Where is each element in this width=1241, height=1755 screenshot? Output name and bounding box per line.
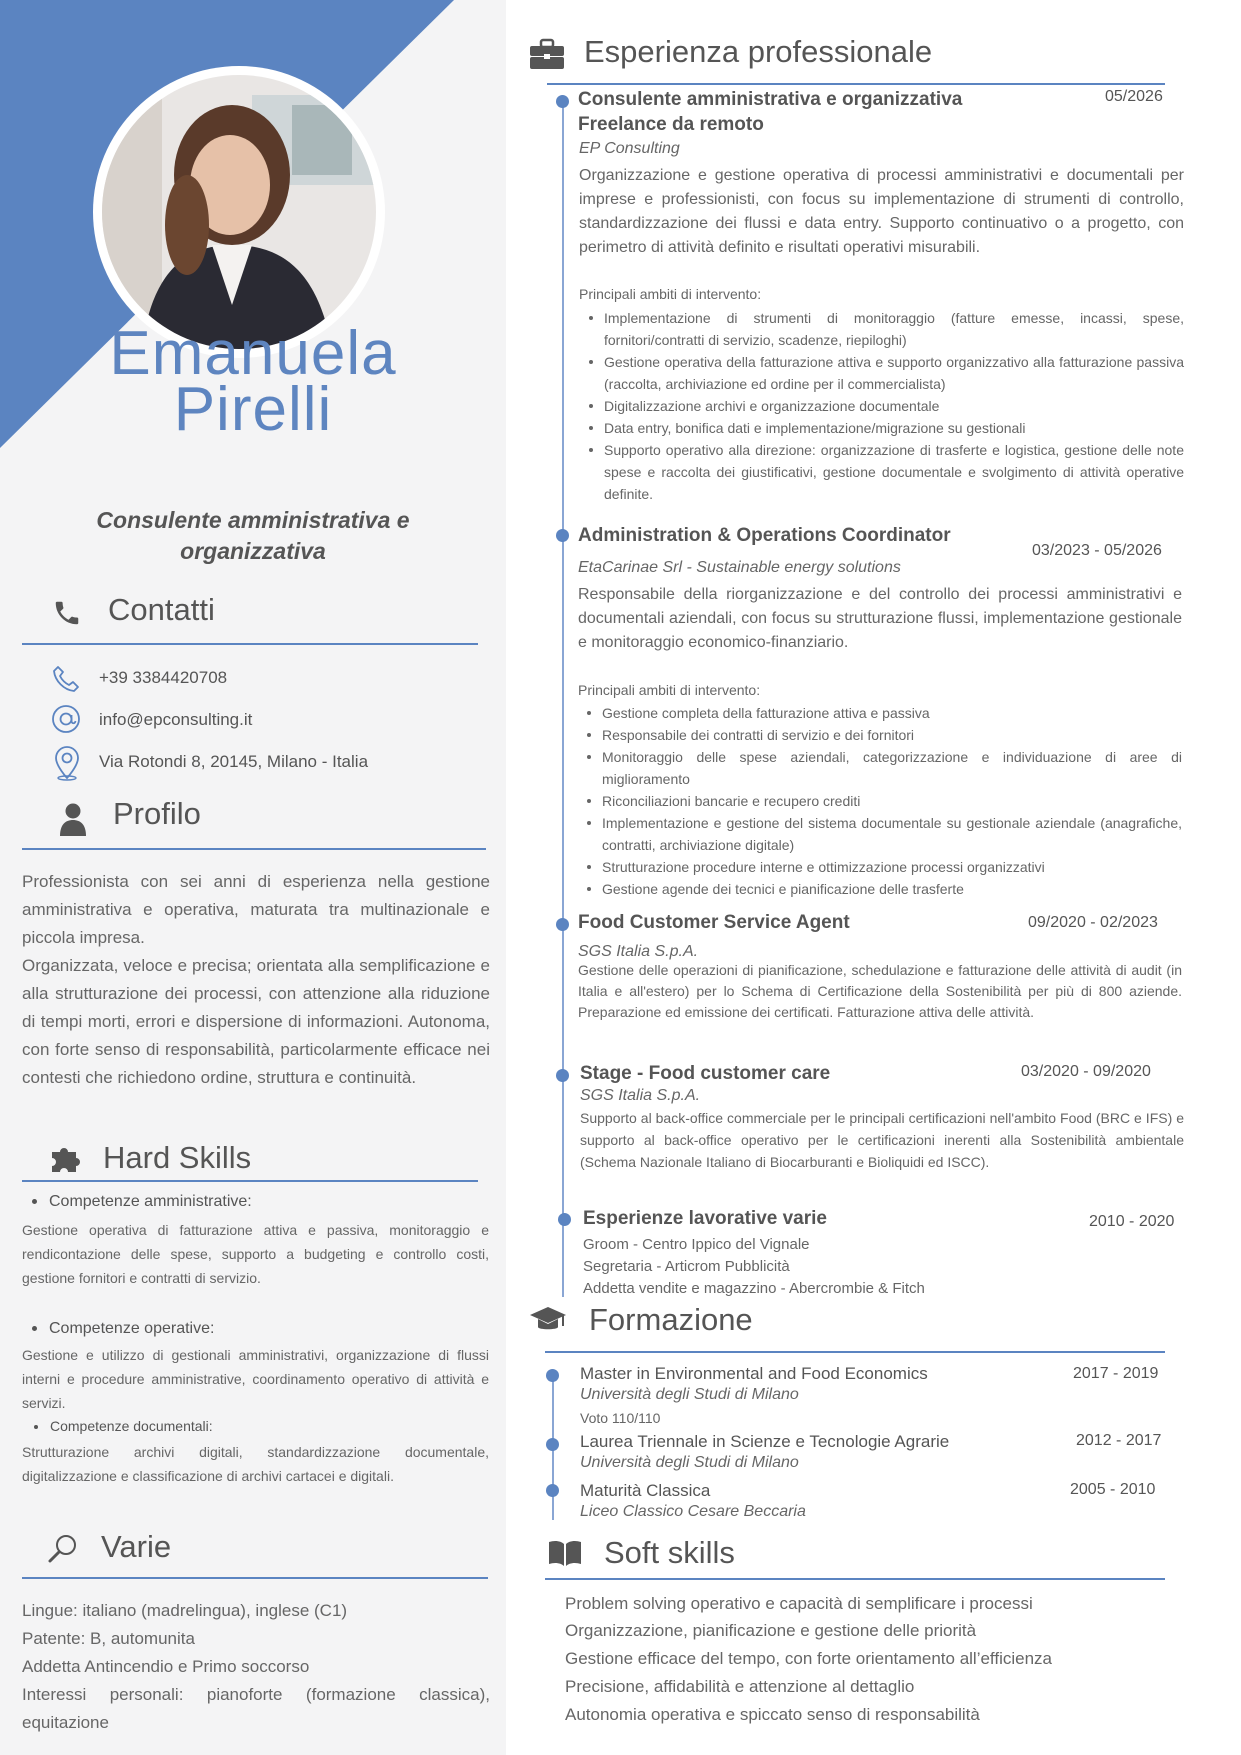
job-title: Esperienze lavorative varie: [583, 1208, 827, 1229]
list-item: Digitalizzazione archivi e organizzazione documentale: [580, 395, 1184, 417]
varie-heading: Varie: [101, 1529, 172, 1564]
location-pin-icon: [52, 745, 82, 781]
list-item: Supporto operativo alla direzione: organizzazione di trasferte e logistica, gestione delle note spese e raccolta dei giustificativi, gestione documentale e svolgimento di attività operative definite.: [580, 439, 1184, 505]
education-heading: Formazione: [589, 1302, 753, 1337]
job-description: Gestione delle operazioni di pianificazione, schedulazione e fatturazione delle attività di audit (in Italia e all'estero) per lo Schema di Certificazione della Sostenibilità per più di 800 aziende. Preparazione ed emissione dei certificati. Fatturazione attiva delle attività.: [578, 962, 1182, 1020]
job-company: SGS Italia S.p.A.: [580, 1087, 701, 1104]
education-date: 2012 - 2017: [1076, 1432, 1162, 1449]
at-icon: [50, 703, 82, 735]
job-bullets-intro: Principali ambiti di intervento:: [578, 682, 761, 698]
job-title: Food Customer Service Agent: [578, 912, 850, 933]
list-item: Gestione agende dei tecnici e pianificazione delle trasferte: [578, 878, 1182, 900]
puzzle-icon: [48, 1144, 84, 1174]
experience-divider: [547, 83, 1165, 85]
job-title: Administration & Operations Coordinator: [578, 525, 951, 546]
education-title: Master in Environmental and Food Economics: [580, 1364, 928, 1383]
soft-skill-item: Autonomia operativa e spiccato senso di responsabilità: [565, 1705, 980, 1724]
briefcase-icon: [529, 38, 565, 70]
magnifier-icon: [46, 1532, 80, 1566]
first-name: Emanuela: [109, 319, 397, 388]
list-item: Gestione completa della fatturazione attiva e passiva: [578, 702, 1182, 724]
job-date: 03/2023 - 05/2026: [1032, 542, 1162, 559]
education-school: Liceo Classico Cesare Beccaria: [580, 1503, 806, 1520]
email-address[interactable]: info@epconsulting.it: [99, 710, 253, 729]
graduation-cap-icon: [529, 1305, 567, 1335]
timeline-dot: [556, 1069, 569, 1082]
address: Via Rotondi 8, 20145, Milano - Italia: [99, 752, 369, 771]
job-line: Groom - Centro Ippico del Vignale: [583, 1236, 810, 1253]
job-bullet-list: [580, 307, 1184, 505]
profile-paragraph: Organizzata, veloce e precisa; orientata alla semplificazione e alla strutturazione dei processi, con attenzione alla riduzione di tempi morti, errori e dispersione di informazioni. Autonoma, con forte senso di responsabilità, particolarmente efficace nei contesti che richiedono ordine, struttura e continuità.: [22, 956, 490, 1087]
skill-category: Competenze amministrative:: [32, 1193, 252, 1211]
phone-handset-icon: [50, 663, 82, 695]
profile-photo: [93, 66, 385, 358]
job-company: SGS Italia S.p.A.: [578, 943, 699, 960]
job-bullet-list: [578, 702, 1182, 900]
timeline-dot: [558, 1213, 571, 1226]
list-item: Data entry, bonifica dati e implementazione/migrazione su gestionali: [580, 417, 1184, 439]
contacts-heading: Contatti: [108, 592, 215, 627]
job-bullets-intro: Principali ambiti di intervento:: [579, 286, 762, 302]
soft-skills-divider: [545, 1578, 1165, 1580]
skill-description: Gestione e utilizzo di gestionali amministrativi, organizzazione di flussi interni e procedure amministrative, coordinamento operativo di attività e servizi.: [22, 1347, 489, 1411]
user-icon: [58, 802, 88, 836]
soft-skill-item: Gestione efficace del tempo, con forte orientamento all’efficienza: [565, 1649, 1052, 1668]
profile-divider: [22, 848, 486, 850]
education-date: 2005 - 2010: [1070, 1481, 1156, 1498]
job-company: EP Consulting: [579, 140, 680, 157]
experience-heading: Esperienza professionale: [584, 34, 933, 69]
profile-summary: [22, 868, 490, 1092]
list-item: Strutturazione procedure interne e ottimizzazione processi organizzativi: [578, 856, 1182, 878]
varie-divider: [22, 1577, 488, 1579]
job-line: Addetta vendite e magazzino - Abercrombie & Fitch: [583, 1280, 925, 1297]
timeline-dot: [546, 1484, 559, 1497]
last-name: Pirelli: [173, 375, 333, 444]
list-item: Implementazione di strumenti di monitoraggio (fatture emesse, incassi, spese, fornitori/contratti di servizio, scadenze, riepiloghi): [580, 307, 1184, 351]
skill-description: Strutturazione archivi digitali, standardizzazione documentale, digitalizzazione e classificazione di archivi cartacei e digitali.: [22, 1444, 489, 1484]
list-item: Implementazione e gestione del sistema documentale su gestionale aziendale (anagrafiche, contratti, archiviazione digitale): [578, 812, 1182, 856]
timeline-dot: [556, 918, 569, 931]
job-title: Stage - Food customer care: [580, 1063, 831, 1084]
timeline-dot: [556, 95, 569, 108]
hard-skills-heading: Hard Skills: [103, 1140, 252, 1175]
soft-skill-item: Organizzazione, pianificazione e gestione delle priorità: [565, 1621, 977, 1640]
list-item: Riconciliazioni bancarie e recupero crediti: [578, 790, 1182, 812]
varie-item: Lingue: italiano (madrelingua), inglese (C1): [22, 1601, 348, 1620]
profile-heading: Profilo: [113, 796, 201, 831]
experience-timeline: [562, 99, 564, 1297]
job-date: 2010 - 2020: [1089, 1213, 1175, 1230]
education-title: Laurea Triennale in Scienze e Tecnologie Agrarie: [580, 1432, 950, 1451]
book-icon: [547, 1538, 583, 1568]
list-item: Responsabile dei contratti di servizio e dei fornitori: [578, 724, 1182, 746]
profile-paragraph: Professionista con sei anni di esperienza nella gestione amministrativa e operativa, maturata tra multinazionale e piccola impresa.: [22, 872, 490, 947]
soft-skills-heading: Soft skills: [604, 1535, 735, 1570]
varie-item: Interessi personali: pianoforte (formazione classica), equitazione: [22, 1685, 490, 1732]
education-grade: Voto 110/110: [580, 1410, 661, 1426]
education-date: 2017 - 2019: [1073, 1365, 1159, 1382]
timeline-dot: [556, 529, 569, 542]
phone-number[interactable]: +39 3384420708: [99, 668, 228, 687]
job-title: Consulente amministrativa e organizzativa: [96, 507, 410, 564]
list-item: Monitoraggio delle spese aziendali, categorizzazione e individuazione di aree di miglioramento: [578, 746, 1182, 790]
education-school: Università degli Studi di Milano: [580, 1454, 799, 1471]
job-subtitle: Freelance da remoto: [578, 114, 764, 135]
contacts-divider: [22, 643, 478, 645]
varie-item: Patente: B, automunita: [22, 1629, 195, 1648]
job-date: 05/2026: [1105, 88, 1163, 105]
phone-icon: [52, 598, 82, 628]
list-item: Gestione operativa della fatturazione attiva e supporto organizzativo alla fatturazione passiva (raccolta, archiviazione ed ordine per il commercialista): [580, 351, 1184, 395]
job-date: 03/2020 - 09/2020: [1021, 1063, 1151, 1080]
skill-description: Gestione operativa di fatturazione attiva e passiva, monitoraggio e rendicontazione delle spese, supporto a budgeting e controllo costi, gestione fornitori e contratti di servizio.: [22, 1222, 489, 1286]
job-company: EtaCarinae Srl - Sustainable energy solutions: [578, 559, 901, 576]
portrait-image: [102, 75, 376, 349]
sidebar: [0, 0, 506, 1755]
job-description: Supporto al back-office commerciale per le principali certificazioni nell'ambito Food (BRC e IFS) e supporto al back-office operativo per le certificazioni inerenti alla Sostenibilità ambientale (Schema Nazionale Italiano di Biocarburanti e Bioliquidi ed ISCC).: [580, 1110, 1184, 1170]
soft-skill-item: Problem solving operativo e capacità di semplificare i processi: [565, 1594, 1033, 1613]
skill-category: Competenze operative:: [32, 1320, 214, 1338]
varie-item: Addetta Antincendio e Primo soccorso: [22, 1657, 310, 1676]
education-title: Maturità Classica: [580, 1481, 711, 1500]
skill-category: Competenze documentali:: [34, 1418, 213, 1434]
job-title: Consulente amministrativa e organizzativa: [578, 89, 963, 110]
soft-skill-item: Precisione, affidabilità e attenzione al dettaglio: [565, 1677, 915, 1696]
timeline-dot: [546, 1369, 559, 1382]
timeline-dot: [546, 1438, 559, 1451]
education-divider: [545, 1351, 1165, 1353]
job-description: Organizzazione e gestione operativa di processi amministrativi e documentali per imprese e professionisti, con focus su implementazione di strumenti di controllo, standardizzazione dei flussi e data entry. Supporto continuativo o a progetto, con perimetro di attività definito e risultati operativi misurabili.: [579, 167, 1184, 256]
education-school: Università degli Studi di Milano: [580, 1386, 799, 1403]
varie-list: [22, 1597, 490, 1737]
job-line: Segretaria - Articrom Pubblicità: [583, 1258, 790, 1275]
job-description: Responsabile della riorganizzazione e del controllo dei processi amministrativi e documentali aziendali, con focus su strutturazione flussi, implementazione gestionale e monitoraggio economico-finanziario.: [578, 586, 1182, 651]
job-date: 09/2020 - 02/2023: [1028, 914, 1158, 931]
hard-skills-divider: [22, 1180, 478, 1182]
